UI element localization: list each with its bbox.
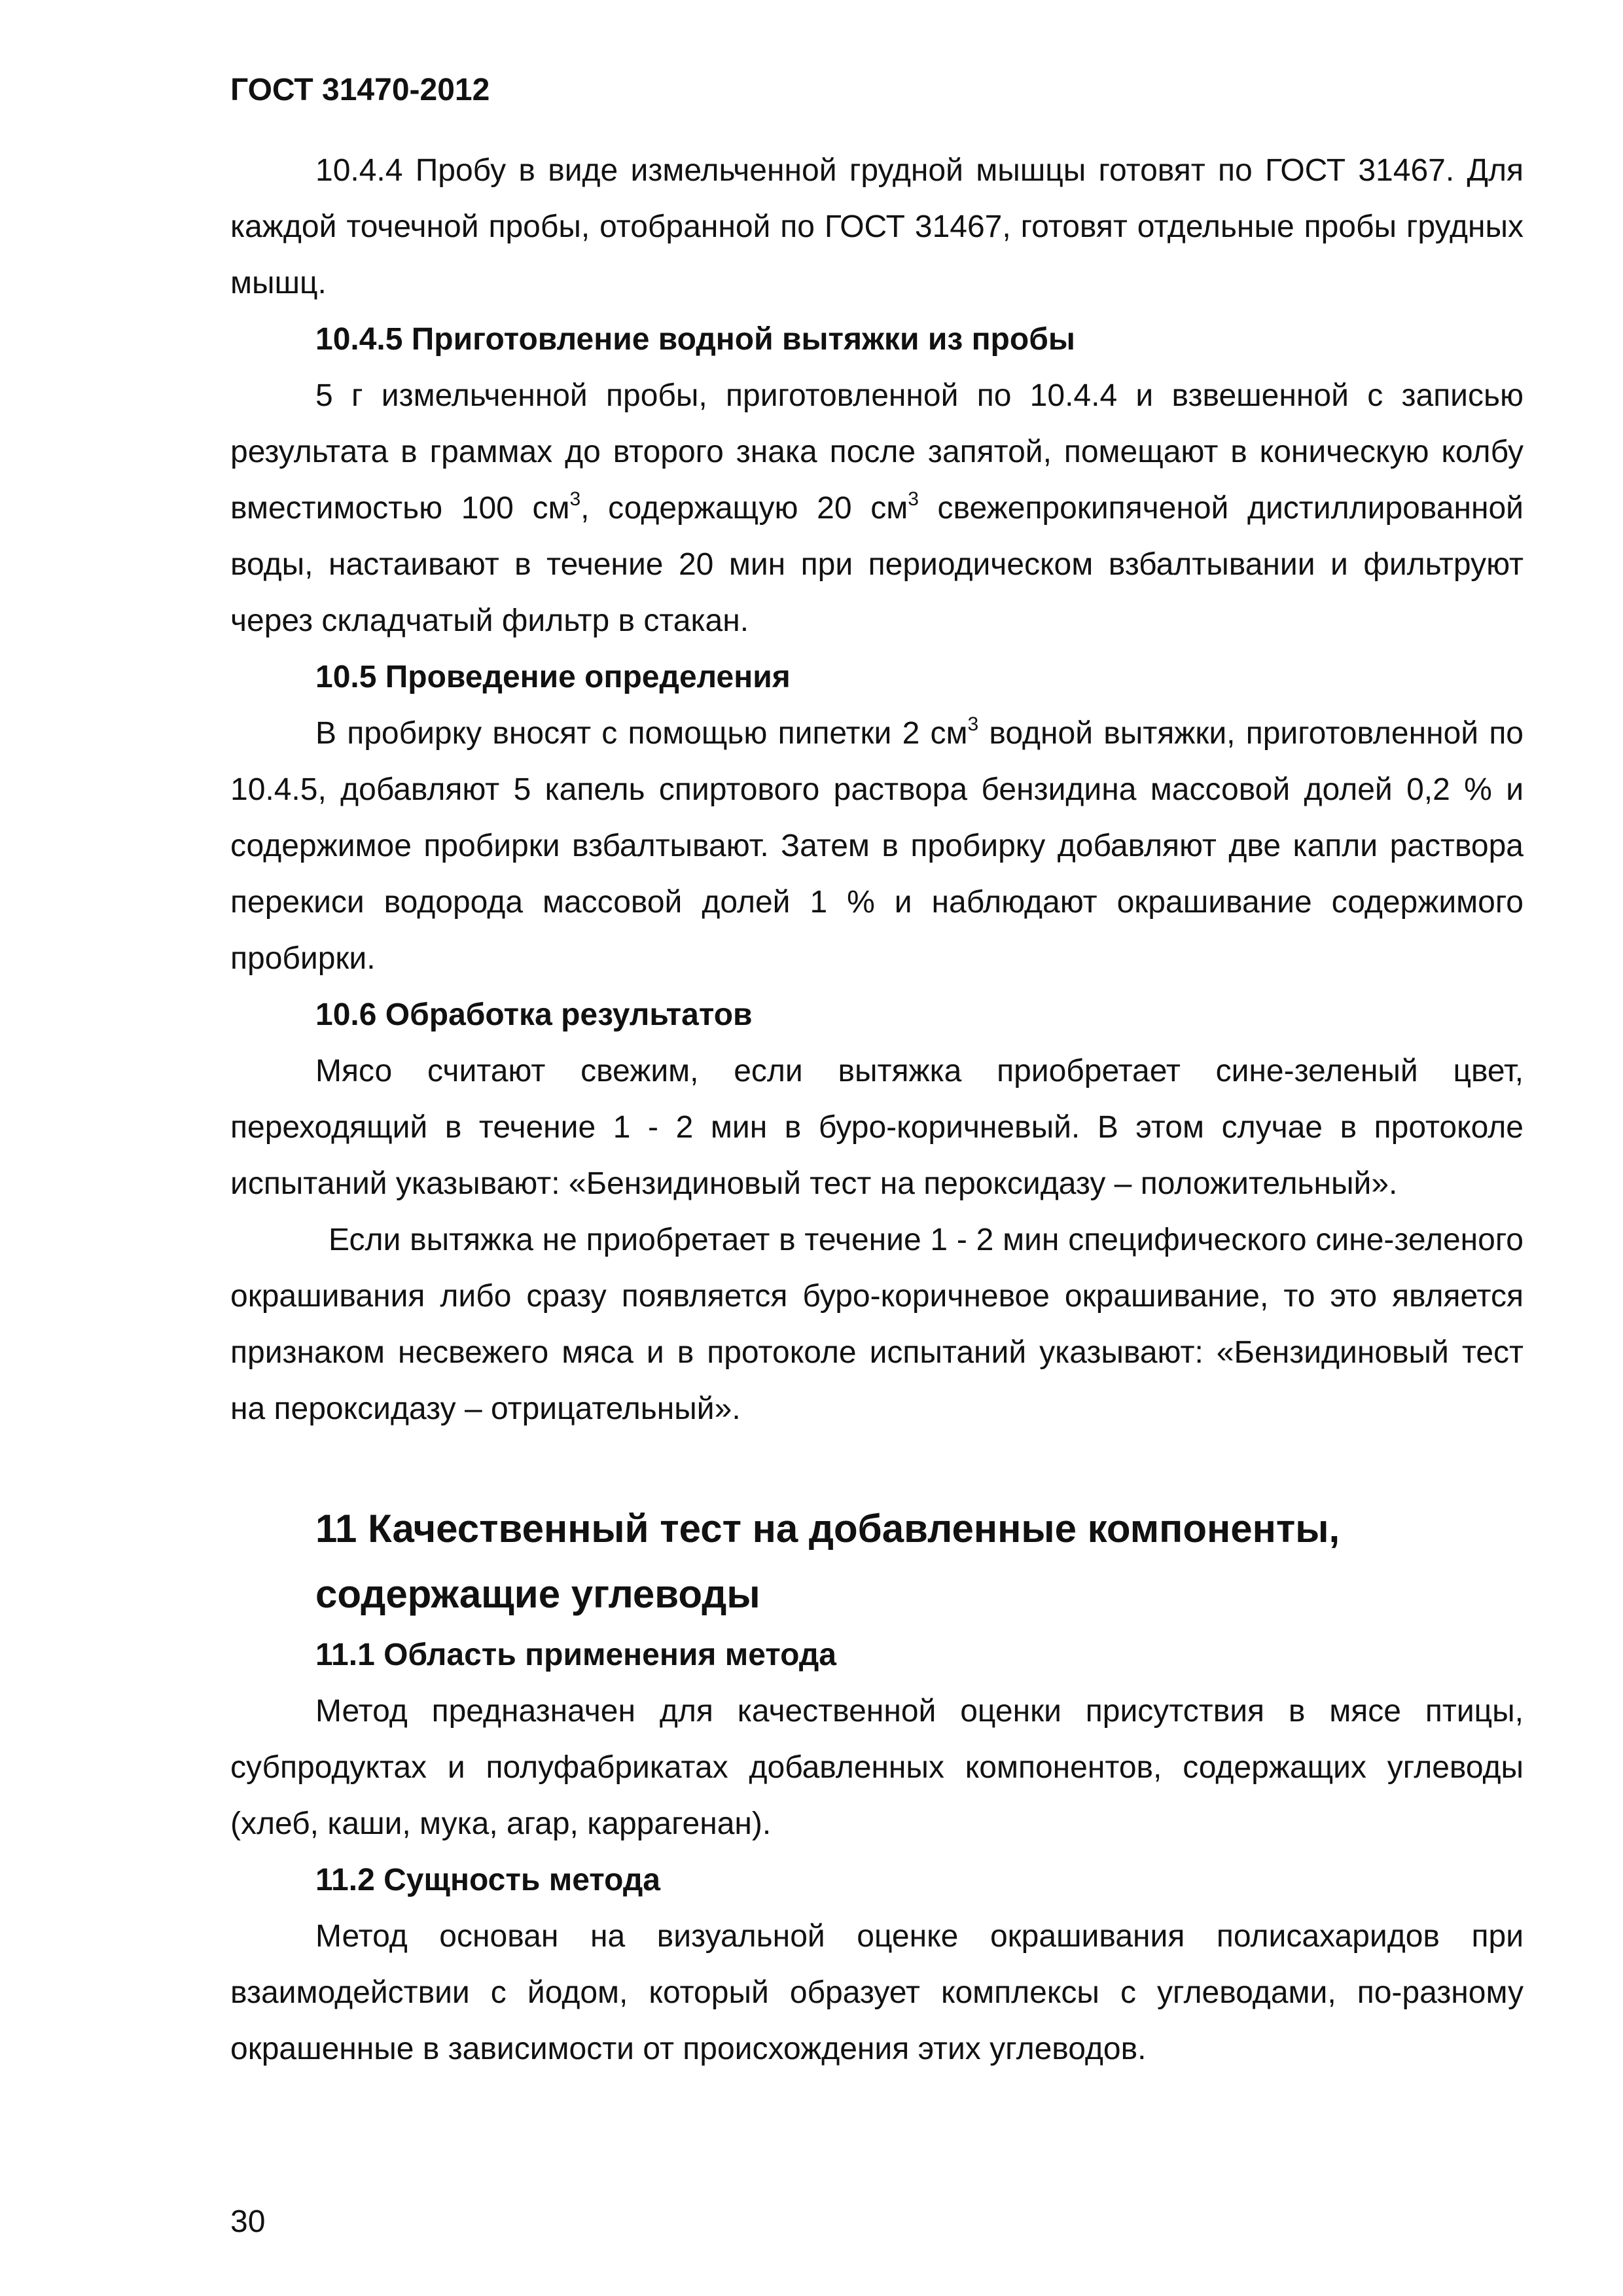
document-body [230,143,1524,2077]
text-run: , содержащую 20 см [580,491,908,526]
superscript: 3 [569,488,581,510]
paragraph-10-6-2: Если вытяжка не приобретает в течение 1 - 2 мин специфического сине-зеленого окрашивания либо сразу появляется буро-коричневое окрашивание, то это является признаком несвежего мяса и в протоколе испытаний указывают: «Бензидиновый тест на пероксидазу – отрицательный». [230,1223,1524,1426]
paragraph-11-2: Метод основан на визуальной оценке окрашивания полисахаридов при взаимодействии с йодом, который образует комплексы с углеводами, по-разному окрашенные в зависимости от происхождения этих углеводов. [230,1919,1524,2066]
paragraph-10-4-5 [230,368,1524,649]
text-run: В пробирку вносят с помощью пипетки 2 см [315,716,968,751]
superscript: 3 [967,713,979,735]
heading-10-4-5: 10.4.5 Приготовление водной вытяжки из пробы [315,322,1075,357]
page-number: 30 [230,2204,266,2239]
heading-11-2: 11.2 Сущность метода [315,1863,660,1897]
document-header: ГОСТ 31470-2012 [230,73,490,107]
text-run: 5 г измельченной пробы, приготовленной по 10.4.4 и взвешенной с записью результата в граммах до второго знака после запятой, помещают в коническую колбу вместимостью 100 см [230,378,1524,526]
text-run: свежепрокипяченой дистиллированной воды, настаивают в течение 20 мин при периодическом взбалтывании и фильтруют через складчатый фильтр в стакан. [230,491,1524,638]
paragraph-11-1: Метод предназначен для качественной оценки присутствия в мясе птицы, субпродуктах и полуфабрикатах добавленных компонентов, содержащих углеводы (хлеб, каши, мука, агар, каррагенан). [230,1694,1524,1841]
heading-section-11: 11 Качественный тест на добавленные компоненты, содержащие углеводы [315,1507,1340,1616]
paragraph-10-6-1: Мясо считают свежим, если вытяжка приобретает сине-зеленый цвет, переходящий в течение 1 - 2 мин в буро-коричневый. В этом случае в протоколе испытаний указывают: «Бензидиновый тест на пероксидазу – положительный». [230,1054,1524,1201]
heading-10-5: 10.5 Проведение определения [315,660,791,694]
paragraph-10-5 [230,706,1524,987]
text-run: водной вытяжки, приготовленной по 10.4.5, добавляют 5 капель спиртового раствора бензидина массовой долей 0,2 % и содержимое пробирки взбалтывают. Затем в пробирку добавляют две капли раствора перекиси водорода массовой долей 1 % и наблюдают окрашивание содержимого пробирки. [230,716,1524,976]
superscript: 3 [908,488,919,510]
heading-11-1: 11.1 Область применения метода [315,1638,836,1672]
paragraph-10-4-4: 10.4.4 Пробу в виде измельченной грудной мышцы готовят по ГОСТ 31467. Для каждой точечной пробы, отобранной по ГОСТ 31467, готовят отдельные пробы грудных мышц. [230,153,1524,300]
heading-10-6: 10.6 Обработка результатов [315,997,753,1032]
